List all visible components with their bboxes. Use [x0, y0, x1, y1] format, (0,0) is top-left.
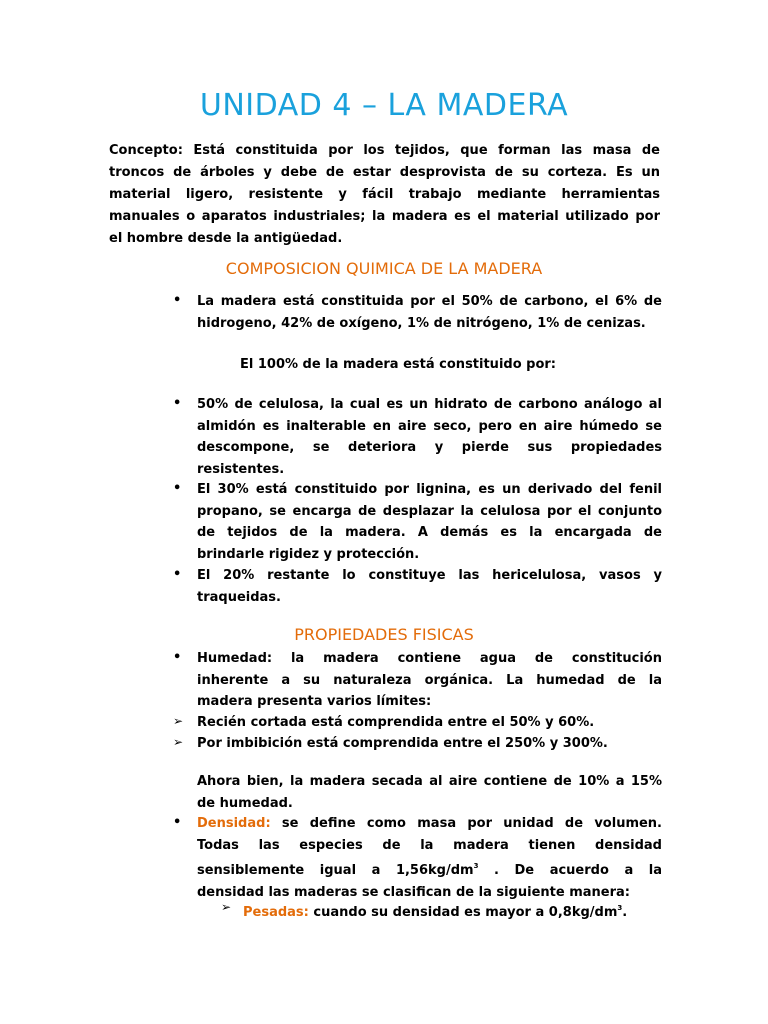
bullet-icon: • [173, 396, 182, 411]
note-line: de humedad. [197, 795, 293, 811]
bullet-icon: • [173, 650, 182, 665]
list-item-pesadas [243, 898, 627, 924]
list-item-line: brindarle rigidez y protección. [197, 546, 420, 562]
densidad-text: se define como masa por unidad de volumen. [270, 816, 662, 831]
list-item-line: resistentes. [197, 461, 285, 477]
densidad-text: sensiblemente igual a 1,56kg/dm [197, 863, 474, 878]
superscript: 3 [617, 904, 623, 912]
humedad-note [197, 771, 662, 814]
concept-line: material ligero, resistente y fácil trabajo mediante herramientas [109, 187, 660, 202]
list-item-line: de tejidos de la madera. A demás es la encargada de [197, 525, 662, 540]
section-heading-propiedades: PROPIEDADES FISICAS [294, 625, 474, 644]
list-item-line: 50% de celulosa, la cual es un hidrato de carbono análogo al [197, 397, 662, 412]
list-item-line [197, 856, 662, 882]
note-line: Ahora bien, la madera secada al aire contiene de 10% a 15% [197, 774, 662, 789]
arrow-bullet-icon: ➢ [173, 735, 184, 749]
pesadas-text: cuando su densidad es mayor a 0,8kg/dm [308, 905, 618, 920]
section-heading-composicion: COMPOSICION QUIMICA DE LA MADERA [225, 259, 543, 278]
list-item-line: densidad las maderas se clasifican de la siguiente manera: [197, 884, 630, 900]
list-item-line: madera presenta varios límites: [197, 694, 432, 709]
list-item [197, 565, 662, 608]
concept-line: troncos de árboles y debe de estar desprovista de su corteza. Es un [109, 165, 660, 180]
densidad-label: Densidad: [197, 816, 271, 831]
list-item-densidad [197, 813, 662, 903]
densidad-text: . De acuerdo a la [478, 863, 663, 878]
page-title: UNIDAD 4 – LA MADERA [199, 88, 569, 123]
superscript: 3 [473, 862, 479, 870]
bullet-icon: • [173, 567, 182, 582]
list-item [197, 479, 662, 565]
list-item-line: inherente a su naturaleza orgánica. La humedad de la [197, 672, 662, 688]
arrow-bullet-icon: ➢ [221, 900, 232, 914]
list-item-line: propano, se encarga de desplazar la celulosa por el conjunto [197, 503, 662, 519]
list-item-line: almidón es inalterable en aire seco, pero en aire húmedo se [197, 418, 662, 434]
concept-line: el hombre desde la antigüedad. [109, 231, 343, 246]
concept-line: Concepto: Está constituida por los tejidos, que forman las masa de [109, 143, 660, 158]
list-item-line [197, 813, 662, 835]
concept-paragraph [109, 140, 660, 250]
bullet-icon: • [173, 815, 182, 830]
list-item-line: traqueidas. [197, 589, 281, 605]
concept-line: manuales o aparatos industriales; la madera es el material utilizado por [109, 209, 660, 224]
arrow-bullet-icon: ➢ [173, 714, 184, 728]
list-item [197, 291, 662, 334]
list-item-line: descompone, se deteriora y pierde sus propiedades [197, 440, 662, 455]
pesadas-label: Pesadas: [243, 905, 309, 920]
list-item-imbibicion: Por imbibición está comprendida entre el 250% y 300%. [197, 736, 608, 751]
list-item [197, 394, 662, 480]
list-item-line: El 20% restante lo constituye las hericelulosa, vasos y [197, 568, 662, 583]
list-item-line: hidrogeno, 42% de oxígeno, 1% de nitrógeno, 1% de cenizas. [197, 315, 646, 331]
bullet-icon: • [173, 293, 182, 308]
list-item-line: Humedad: la madera contiene agua de constitución [197, 651, 662, 666]
list-item-line: La madera está constituida por el 50% de carbono, el 6% de [197, 294, 662, 309]
list-item-recien-cortada: Recién cortada está comprendida entre el 50% y 60%. [197, 715, 595, 730]
list-item-line: El 30% está constituido por lignina, es un derivado del fenil [197, 482, 662, 497]
pesadas-text: . [622, 905, 628, 920]
bullet-icon: • [173, 481, 182, 496]
list-item-humedad [197, 648, 662, 713]
list-item-line: Todas las especies de la madera tienen densidad [197, 837, 662, 853]
composition-subline: El 100% de la madera está constituido por: [240, 357, 557, 372]
